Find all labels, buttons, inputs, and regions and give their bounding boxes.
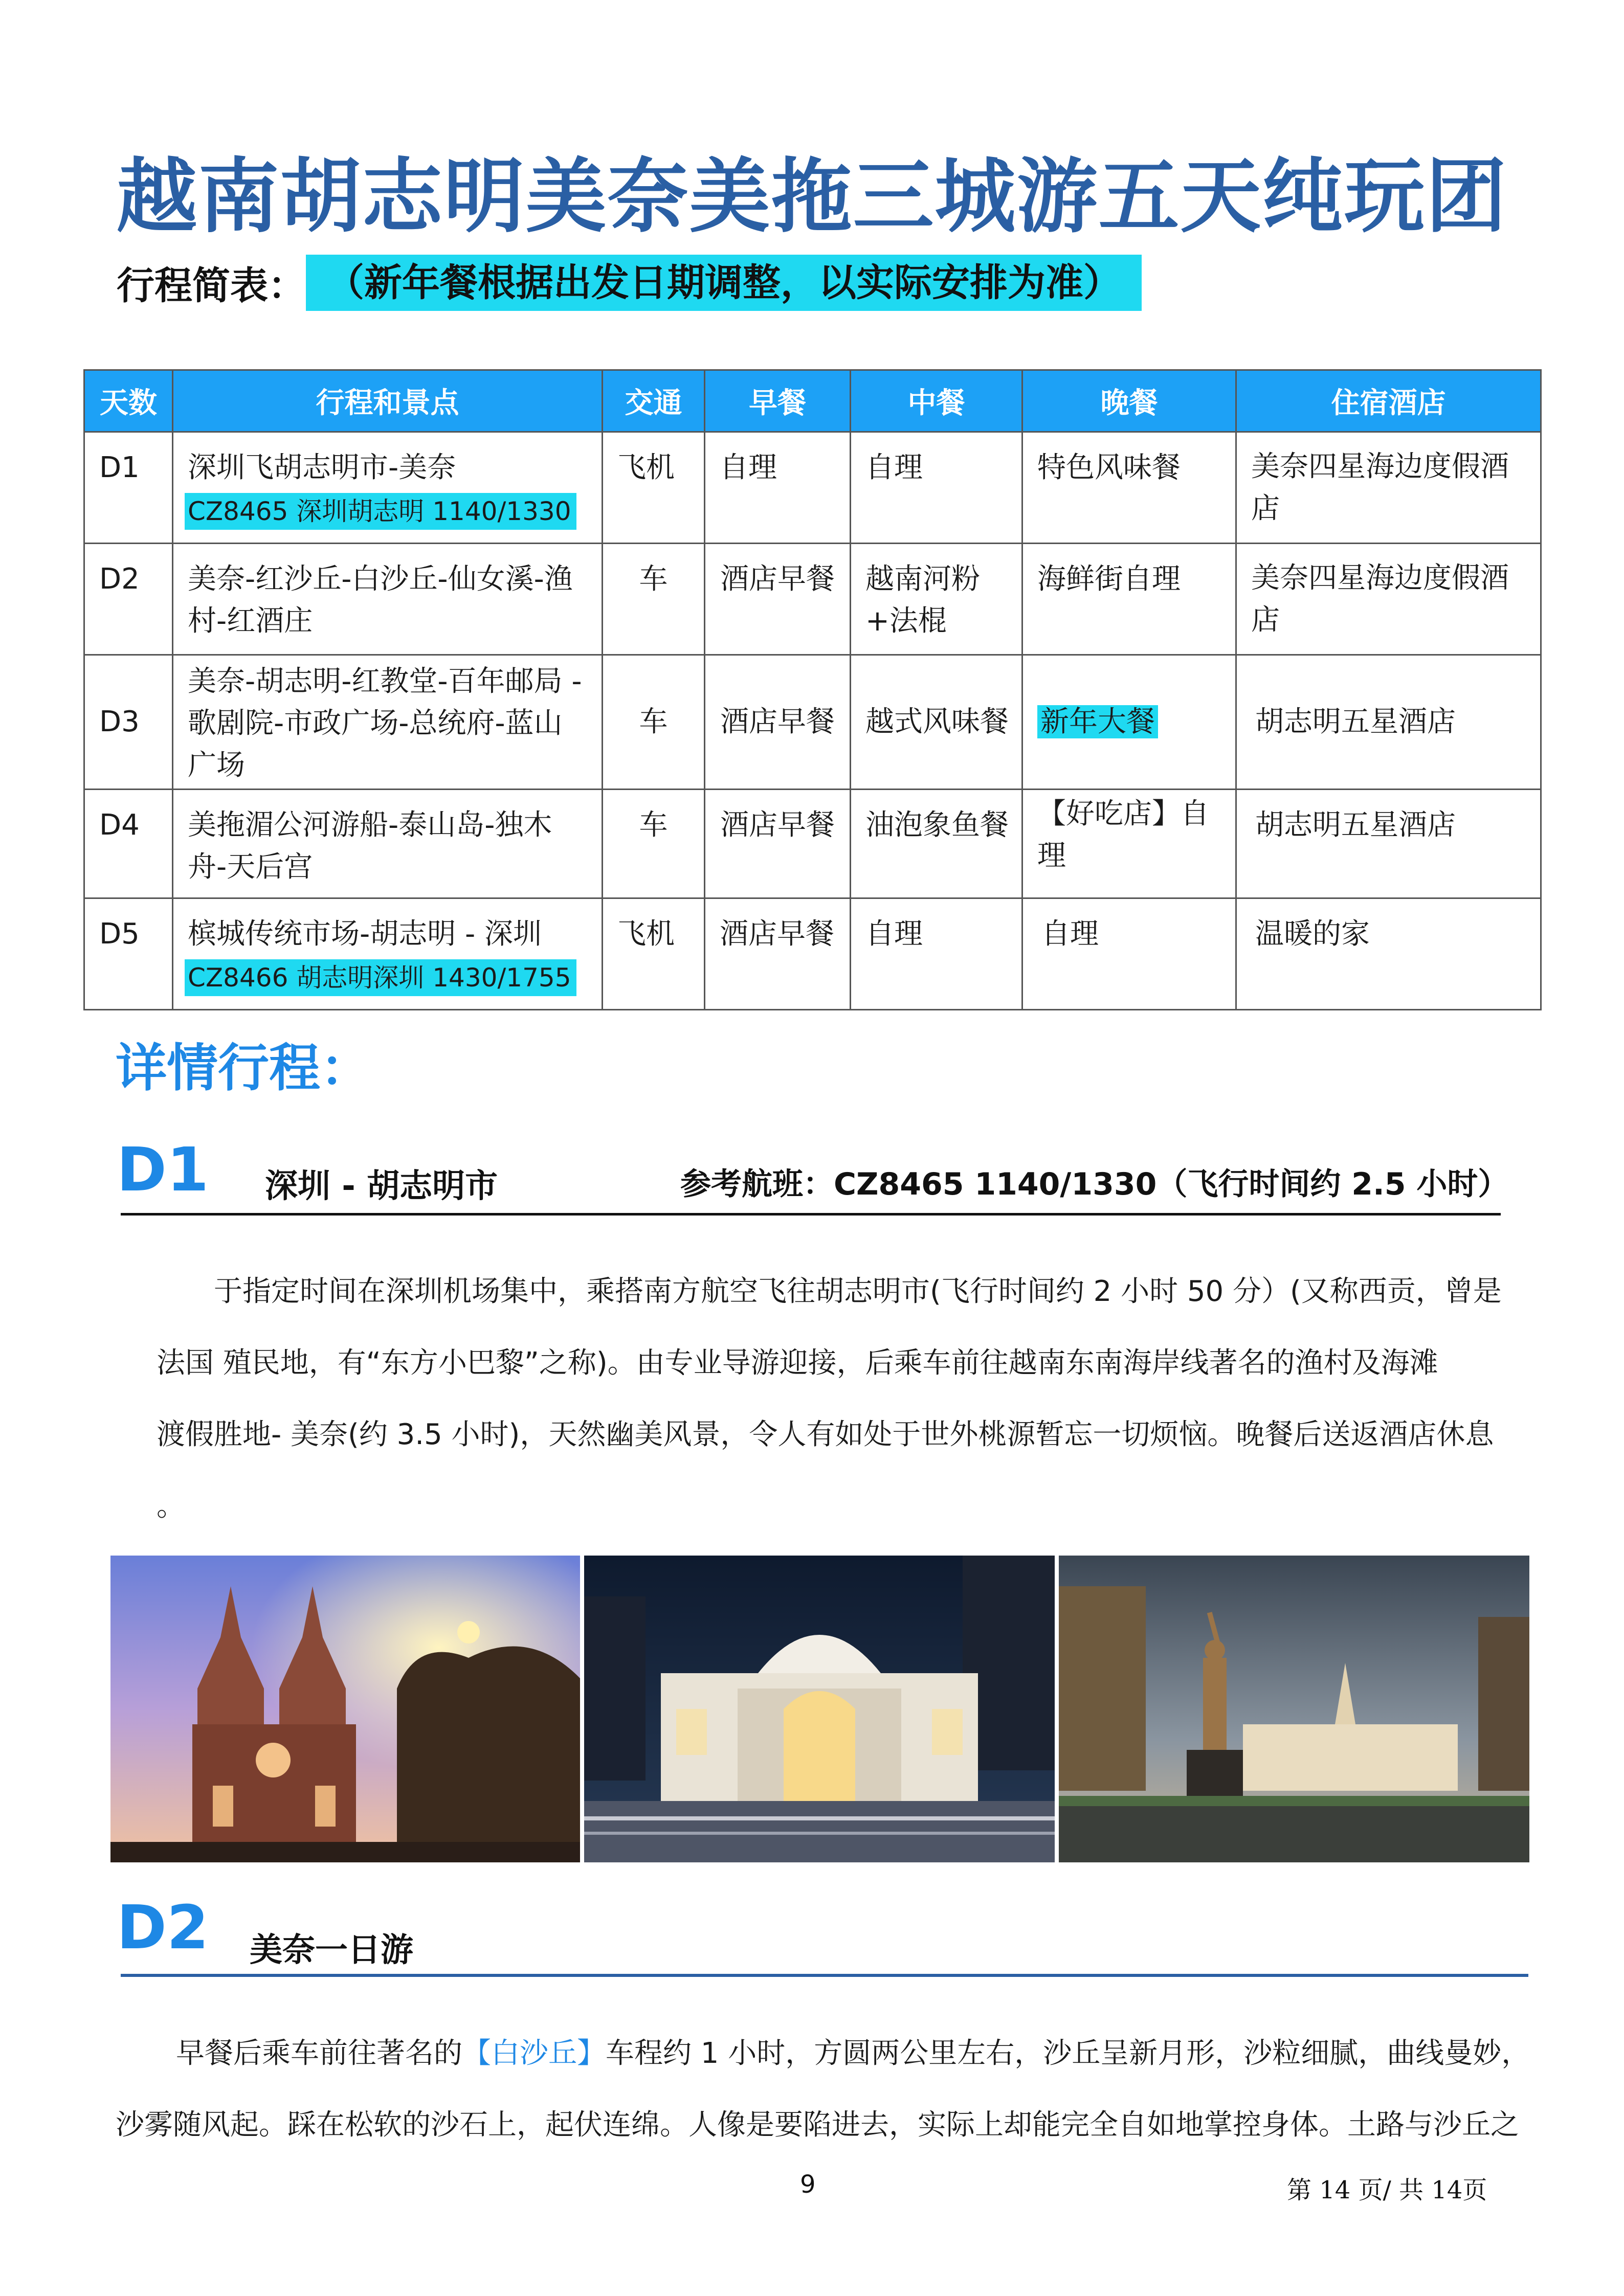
dinner-cell: 【好吃店】自理 xyxy=(1037,797,1209,872)
statue-square-photo xyxy=(1059,1556,1529,1862)
day-cell: D4 xyxy=(99,808,140,842)
day-title-d1: 深圳 - 胡志明市 xyxy=(265,1167,498,1205)
breakfast-cell: 酒店早餐 xyxy=(720,562,835,596)
header-hotel: 住宿酒店 xyxy=(1236,370,1541,432)
hotel-cell: 胡志明五星酒店 xyxy=(1255,808,1456,842)
lunch-cell: 自理 xyxy=(865,917,923,951)
summary-note: （新年餐根据出发日期调整，以实际安排为准） xyxy=(306,255,1142,311)
d2-paragraph-line xyxy=(176,2018,1530,2089)
d1-paragraph-line: 法国 殖民地，有“东方小巴黎”之称)。由专业导游迎接，后乘车前往越南东南海岸线著名的渔村及海滩 xyxy=(157,1346,1438,1380)
d2-paragraph-line: 沙雾随风起。踩在松软的沙石上，起伏连绵。人像是要陷进去，实际上却能完全自如地掌控身体。土路与沙丘之 xyxy=(116,2108,1519,2142)
route-cell: 美拖湄公河游船-泰山岛-独木舟-天后宫 xyxy=(188,808,552,884)
transport-cell: 车 xyxy=(639,808,668,842)
dinner-cell: 新年大餐 xyxy=(1037,705,1158,738)
flight-info: CZ8466 胡志明深圳 1430/1755 xyxy=(185,959,576,996)
day-number-d2: D2 xyxy=(117,1892,209,1963)
page-number: 9 xyxy=(800,2170,816,2199)
page-counter: 第 14 页/ 共 14页 xyxy=(1287,2176,1487,2204)
section-divider xyxy=(121,1974,1528,1977)
table-row xyxy=(84,655,1541,790)
section-divider xyxy=(121,1213,1501,1215)
hotel-cell: 胡志明五星酒店 xyxy=(1255,705,1456,738)
header-dinner: 晚餐 xyxy=(1022,370,1236,432)
day-cell: D5 xyxy=(99,917,140,951)
hotel-cell: 美奈四星海边度假酒店 xyxy=(1251,449,1509,525)
day-cell: D1 xyxy=(99,451,140,484)
opera-house-photo xyxy=(584,1556,1055,1862)
table-row xyxy=(84,432,1541,544)
table-row xyxy=(84,544,1541,655)
breakfast-cell: 自理 xyxy=(720,451,777,484)
statue-square-illustration xyxy=(1059,1556,1529,1862)
table-row xyxy=(84,898,1541,1010)
d2-keyword: 【白沙丘】 xyxy=(462,2037,606,2070)
transport-cell: 车 xyxy=(639,705,668,738)
header-lunch: 中餐 xyxy=(851,370,1022,432)
transport-cell: 车 xyxy=(639,562,668,596)
day-number-d1: D1 xyxy=(117,1134,209,1205)
route-cell: 深圳飞胡志明市-美奈 xyxy=(188,451,456,484)
itinerary-table xyxy=(83,369,1542,1010)
breakfast-cell: 酒店早餐 xyxy=(720,808,835,842)
flight-reference: 参考航班：CZ8465 1140/1330（飞行时间约 2.5 小时） xyxy=(680,1166,1509,1202)
lunch-cell: 自理 xyxy=(865,451,923,484)
day-cell: D3 xyxy=(99,705,140,738)
day-cell: D2 xyxy=(99,562,140,596)
details-heading: 详情行程： xyxy=(116,1038,371,1098)
day-title-d2: 美奈一日游 xyxy=(250,1931,413,1969)
opera-house-illustration xyxy=(584,1556,1055,1862)
d2-text: 车程约 1 小时，方圆两公里左右，沙丘呈新月形，沙粒细腻，曲线曼妙， xyxy=(606,2037,1530,2070)
lunch-cell: 油泡象鱼餐 xyxy=(865,808,1009,842)
lunch-cell: 越式风味餐 xyxy=(865,705,1009,738)
hotel-cell: 美奈四星海边度假酒店 xyxy=(1251,561,1509,637)
route-cell: 美奈-红沙丘-白沙丘-仙女溪-渔 村-红酒庄 xyxy=(188,562,573,638)
header-transport: 交通 xyxy=(603,370,705,432)
transport-cell: 飞机 xyxy=(617,917,675,951)
hotel-cell: 温暖的家 xyxy=(1255,917,1370,951)
table-row xyxy=(84,790,1541,898)
route-cell: 美奈-胡志明-红教堂-百年邮局 - 歌剧院-市政广场-总统府-蓝山 广场 xyxy=(188,665,582,782)
page-title: 越南胡志明美奈美拖三城游五天纯玩团 xyxy=(116,150,1508,244)
d2-text: 早餐后乘车前往著名的 xyxy=(176,2037,462,2070)
d1-paragraph-line: 于指定时间在深圳机场集中，乘搭南方航空飞往胡志明市(飞行时间约 2 小时 50 分）(又称西贡，曾是 xyxy=(214,1275,1502,1308)
transport-cell: 飞机 xyxy=(617,451,675,484)
breakfast-cell: 酒店早餐 xyxy=(720,705,835,738)
header-breakfast: 早餐 xyxy=(705,370,851,432)
d1-paragraph-line: 渡假胜地- 美奈(约 3.5 小时)，天然幽美风景，令人有如处于世外桃源暂忘一切烦恼。晚餐后送返酒店休息 xyxy=(157,1418,1494,1451)
breakfast-cell: 酒店早餐 xyxy=(720,917,834,951)
header-day: 天数 xyxy=(84,370,173,432)
cathedral-illustration xyxy=(110,1556,580,1862)
d1-paragraph-line: 。 xyxy=(157,1490,185,1523)
lunch-cell: 越南河粉+法棍 xyxy=(865,562,980,638)
dinner-cell: 海鲜街自理 xyxy=(1037,562,1181,596)
table-header-row xyxy=(84,370,1541,432)
summary-label: 行程简表： xyxy=(117,264,306,308)
route-cell: 槟城传统市场-胡志明 - 深圳 xyxy=(188,917,542,951)
dinner-cell: 自理 xyxy=(1041,917,1099,951)
cathedral-photo xyxy=(110,1556,580,1862)
header-route: 行程和景点 xyxy=(173,370,603,432)
dinner-cell: 特色风味餐 xyxy=(1037,451,1181,484)
flight-info: CZ8465 深圳胡志明 1140/1330 xyxy=(185,493,576,530)
